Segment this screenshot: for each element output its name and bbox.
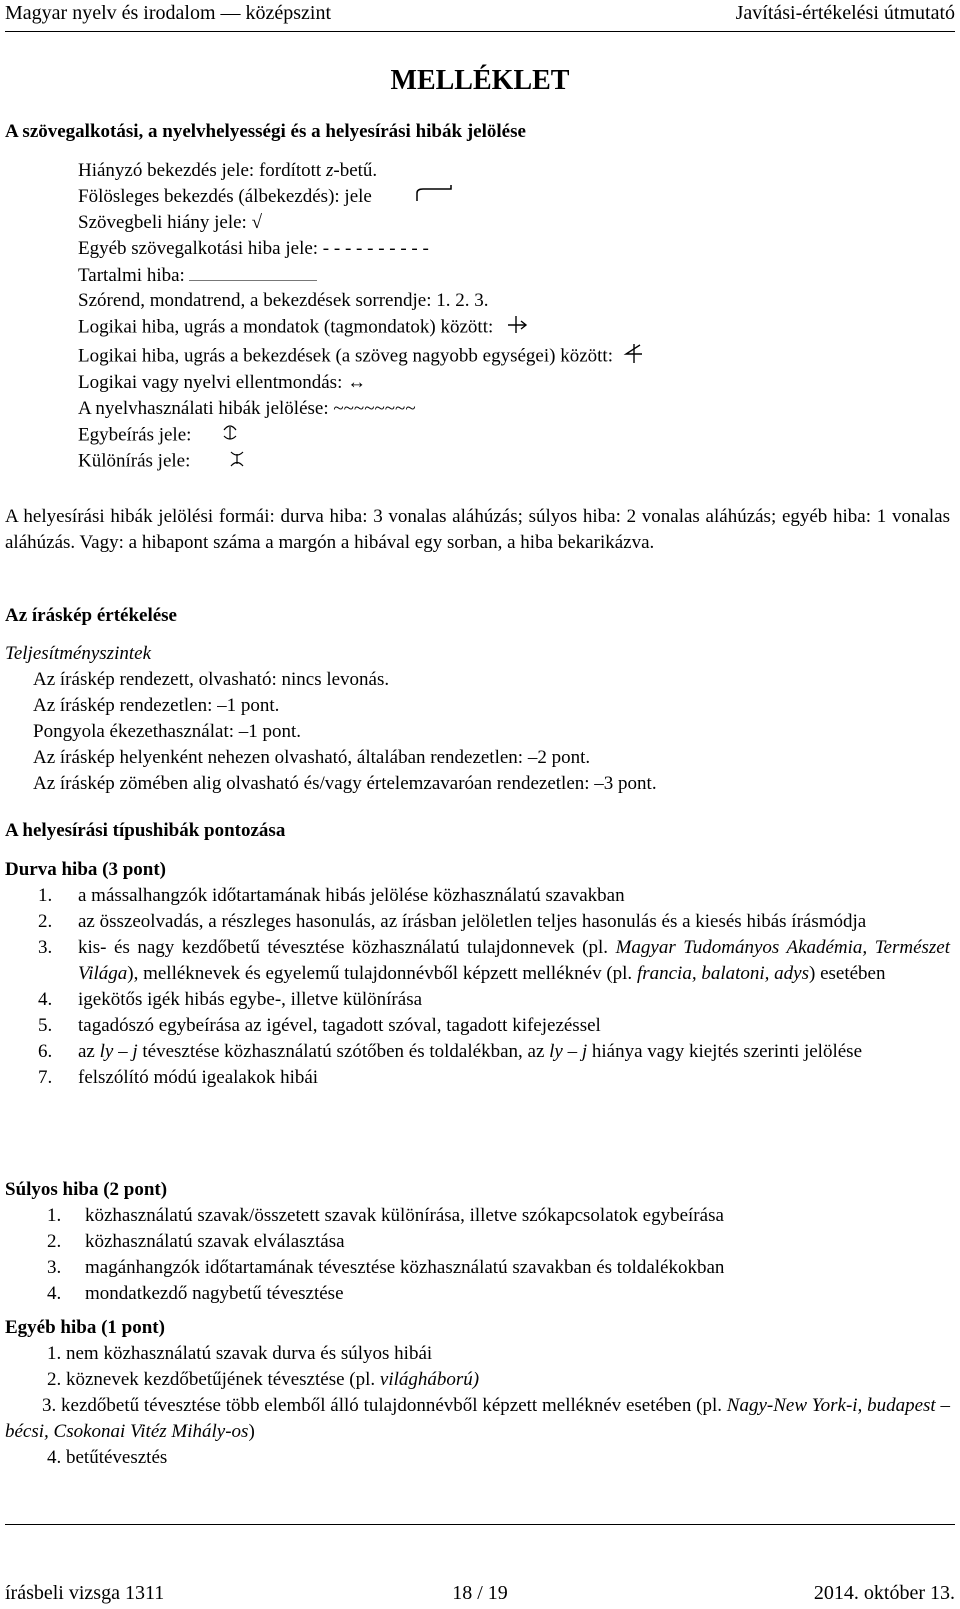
list-item: 1. a mássalhangzók időtartamának hibás jelölése közhasználatú szavakban xyxy=(38,885,625,906)
underline-blank-icon xyxy=(189,262,317,281)
unneeded-paragraph-icon xyxy=(415,185,455,211)
sentence-jump-icon xyxy=(506,314,528,342)
marking-item: Logikai vagy nyelvi ellentmondás: ↔ xyxy=(78,372,367,393)
marking-item: Hiányzó bekezdés jele: fordított z-betű. xyxy=(78,160,378,181)
list-item: 2. köznevek kezdőbetűjének tévesztése (pl. világháború) xyxy=(47,1369,480,1390)
level-item: Az íráskép zömében alig olvasható és/vagy értelemzavaróan rendezetlen: –3 pont. xyxy=(33,773,657,794)
separate-icon xyxy=(229,448,245,476)
marking-item: Tartalmi hiba: xyxy=(78,262,950,288)
handwriting-section xyxy=(5,603,950,629)
list-item: 3. kis- és nagy kezdőbetű tévesztése közhasználatú tulajdonnevek (pl. Magyar Tudományos Akadémia, Természet Világa), melléknevek és egyelemű tulajdonnévből képzett melléknév (pl. francia, balatoni, adys) esetében xyxy=(38,937,951,984)
marking-item: Logikai hiba, ugrás a bekezdések (a szöveg nagyobb egységei) között: xyxy=(78,342,950,370)
page-number: 18 / 19 xyxy=(452,1582,508,1604)
list-item: 4. betűtévesztés xyxy=(47,1447,168,1468)
other-error-block xyxy=(5,1315,950,1471)
level-item: Az íráskép helyenként nehezen olvasható, általában rendezetlen: –2 pont. xyxy=(33,747,591,768)
marking-item: Szórend, mondatrend, a bekezdések sorrendje: 1. 2. 3. xyxy=(78,290,489,311)
list-item: 2. az összeolvadás, a részleges hasonulás, az írásban jelöletlen teljes hasonulás és a kiesés hibás írásmódja xyxy=(38,911,867,932)
header-right: Javítási-értékelési útmutató xyxy=(735,2,955,24)
page-header xyxy=(5,0,955,30)
footer-date: 2014. október 13. xyxy=(813,1582,955,1604)
severe-error-heading: Súlyos hiba (2 pont) xyxy=(5,1179,168,1200)
other-error-heading: Egyéb hiba (1 pont) xyxy=(5,1317,165,1338)
list-item: 1. nem közhasználatú szavak durva és súlyos hibái xyxy=(47,1343,433,1364)
page-footer xyxy=(5,1580,955,1606)
level-item: Pongyola ékezethasználat: –1 pont. xyxy=(33,721,302,742)
list-item: 4. mondatkezdő nagybetű tévesztése xyxy=(47,1283,344,1304)
handwriting-heading: Az íráskép értékelése xyxy=(5,605,177,626)
page-title: MELLÉKLET xyxy=(390,65,570,96)
list-item: 3. kezdőbetű tévesztése több elemből álló tulajdonnévből képzett melléknév esetében (pl. Nagy-New York-i, budapest – bécsi, Csokonai Vitéz Mihály-os) xyxy=(5,1395,951,1442)
marking-item: Logikai hiba, ugrás a mondatok (tagmondatok) között: xyxy=(78,314,950,342)
marking-item: A nyelvhasználati hibák jelölése: ~~~~~~~~ xyxy=(78,398,416,419)
list-item: 7. felszólító módú igealakok hibái xyxy=(38,1067,319,1088)
header-left: Magyar nyelv és irodalom — középszint xyxy=(5,2,332,24)
list-item: 1. közhasználatú szavak/összetett szavak különírása, illetve szókapcsolatok egybeírása xyxy=(47,1205,724,1226)
paragraph-jump-icon xyxy=(622,342,644,372)
marking-heading: A szövegalkotási, a nyelvhelyességi és a helyesírási hibák jelölése xyxy=(5,121,526,142)
marking-item: Egyéb szövegalkotási hiba jele: - - - - - - - - - - xyxy=(78,238,429,259)
join-icon xyxy=(222,422,238,450)
marking-item: Különírás jele: xyxy=(78,448,950,474)
level-item: Az íráskép rendezetlen: –1 pont. xyxy=(33,695,280,716)
footer-rule xyxy=(5,1524,955,1525)
marking-item: Szövegbeli hiány jele: √ xyxy=(78,212,263,233)
marking-item: Egybeírás jele: xyxy=(78,422,950,448)
list-item: 2. közhasználatú szavak elválasztása xyxy=(47,1231,345,1252)
marking-list xyxy=(5,158,950,474)
footer-left: írásbeli vizsga 1311 xyxy=(5,1582,165,1604)
list-item: 3. magánhangzók időtartamának tévesztése közhasználatú szavakban és toldalékokban xyxy=(47,1257,725,1278)
list-item: 4. igekötős igék hibás egybe-, illetve különírása xyxy=(38,989,423,1010)
header-rule xyxy=(5,31,955,32)
performance-levels-heading: Teljesítményszintek xyxy=(5,643,151,664)
list-item: 6. az ly – j tévesztése közhasználatú szótőben és toldalékban, az ly – j hiánya vagy kiejtés szerinti jelölése xyxy=(38,1041,863,1062)
spelling-scoring-heading: A helyesírási típushibák pontozása xyxy=(5,820,286,841)
gross-error-block xyxy=(5,857,950,1091)
list-item: 5. tagadószó egybeírása az igével, tagadott szóval, tagadott kifejezéssel xyxy=(38,1015,601,1036)
spelling-note: A helyesírási hibák jelölési formái: durva hiba: 3 vonalas aláhúzás; súlyos hiba: 2 vonalas aláhúzás; egyéb hiba: 1 vonalas aláhúzás. Vagy: a hibapont száma a margón a hibával egy sorban, a hiba bekarikázva. xyxy=(5,506,950,553)
gross-error-heading: Durva hiba (3 pont) xyxy=(5,859,166,880)
level-item: Az íráskép rendezett, olvasható: nincs levonás. xyxy=(33,669,390,690)
marking-section xyxy=(5,119,950,145)
marking-item: Fölösleges bekezdés (álbekezdés): jele xyxy=(78,184,950,210)
spelling-scoring-section xyxy=(5,818,950,844)
performance-levels xyxy=(5,641,950,797)
severe-error-block xyxy=(5,1177,950,1307)
